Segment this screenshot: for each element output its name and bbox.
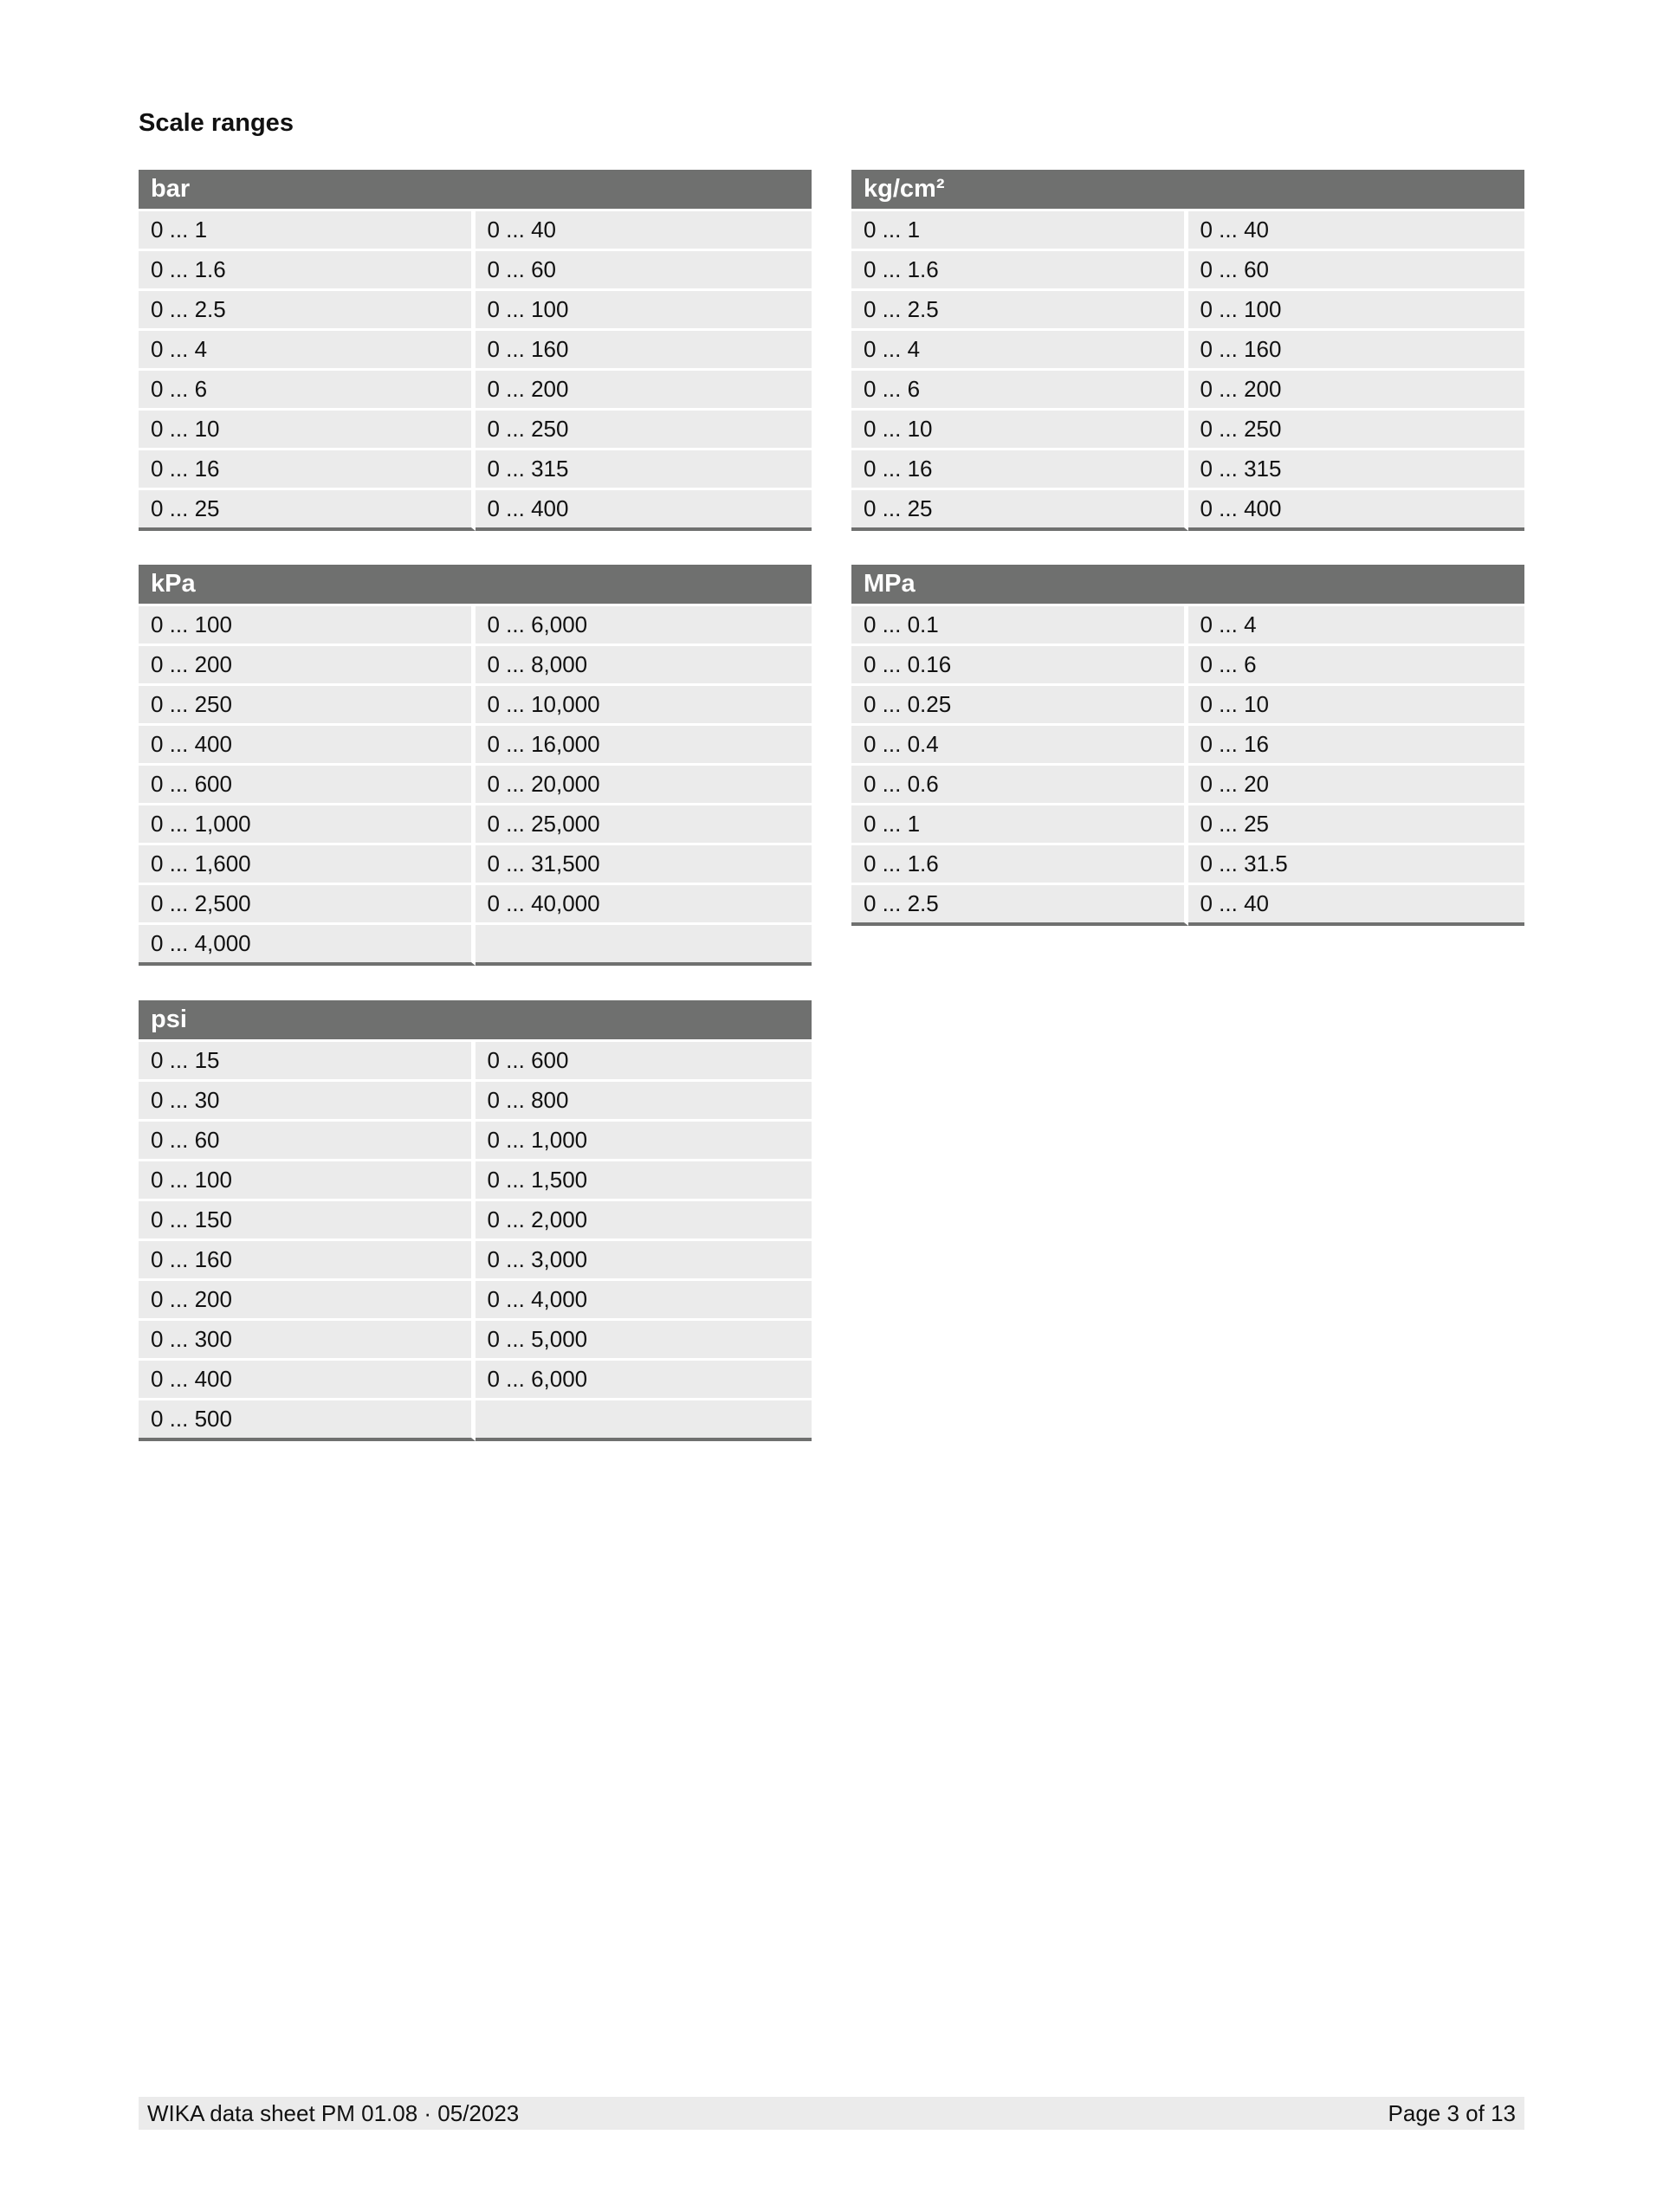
table-row	[139, 644, 812, 683]
table-header-unit: kg/cm²	[851, 170, 1524, 209]
table-cell: 0 ... 40	[1188, 883, 1525, 926]
table-row	[139, 1159, 812, 1199]
table-cell: 0 ... 4,000	[476, 1278, 812, 1318]
table-row	[851, 368, 1524, 408]
page-footer	[139, 2097, 1524, 2130]
table-cell: 0 ... 8,000	[476, 644, 812, 683]
table-cell: 0 ... 16	[1188, 723, 1525, 763]
table-cell: 0 ... 4	[851, 328, 1188, 368]
table-cell: 0 ... 100	[1188, 288, 1525, 328]
table-cell: 0 ... 400	[139, 1358, 476, 1398]
section-title: Scale ranges	[139, 109, 294, 137]
table-row	[139, 368, 812, 408]
table-cell: 0 ... 31,500	[476, 843, 812, 883]
table-cell: 0 ... 1,000	[476, 1119, 812, 1159]
scale-table-bar	[139, 170, 812, 531]
table-cell: 0 ... 250	[476, 408, 812, 448]
table-cell: 0 ... 0.25	[851, 683, 1188, 723]
table-cell: 0 ... 1.6	[139, 249, 476, 288]
table-cell: 0 ... 16,000	[476, 723, 812, 763]
table-row	[139, 249, 812, 288]
table-cell: 0 ... 250	[1188, 408, 1525, 448]
table-cell: 0 ... 200	[139, 644, 476, 683]
table-cell: 0 ... 160	[139, 1239, 476, 1278]
table-cell: 0 ... 1	[139, 209, 476, 249]
table-cell: 0 ... 1,500	[476, 1159, 812, 1199]
table-row	[139, 763, 812, 803]
table-cell: 0 ... 200	[139, 1278, 476, 1318]
table-cell: 0 ... 1,000	[139, 803, 476, 843]
table-cell: 0 ... 200	[1188, 368, 1525, 408]
table-cell: 0 ... 30	[139, 1079, 476, 1119]
table-cell: 0 ... 400	[476, 488, 812, 531]
table-row	[139, 209, 812, 249]
table-cell: 0 ... 10	[851, 408, 1188, 448]
table-cell: 0 ... 3,000	[476, 1239, 812, 1278]
table-cell: 0 ... 1,600	[139, 843, 476, 883]
table-cell: 0 ... 160	[476, 328, 812, 368]
table-cell: 0 ... 315	[476, 448, 812, 488]
table-cell: 0 ... 315	[1188, 448, 1525, 488]
table-cell: 0 ... 150	[139, 1199, 476, 1239]
table-cell: 0 ... 600	[139, 763, 476, 803]
table-row	[139, 1039, 812, 1079]
table-cell: 0 ... 250	[139, 683, 476, 723]
table-row	[139, 1318, 812, 1358]
table-row	[139, 922, 812, 966]
table-cell	[476, 922, 812, 966]
table-cell: 0 ... 1.6	[851, 249, 1188, 288]
table-cell: 0 ... 4	[139, 328, 476, 368]
table-header-unit: psi	[139, 1000, 812, 1039]
table-cell: 0 ... 25	[1188, 803, 1525, 843]
table-cell: 0 ... 500	[139, 1398, 476, 1441]
table-cell: 0 ... 31.5	[1188, 843, 1525, 883]
table-row	[139, 488, 812, 531]
table-cell: 0 ... 4,000	[139, 922, 476, 966]
table-row	[139, 1239, 812, 1278]
table-row	[851, 209, 1524, 249]
table-cell: 0 ... 300	[139, 1318, 476, 1358]
table-cell: 0 ... 15	[139, 1039, 476, 1079]
scale-table-kgcm2	[851, 170, 1524, 531]
table-row	[851, 448, 1524, 488]
table-row	[851, 843, 1524, 883]
scale-table-kpa	[139, 565, 812, 966]
table-cell: 0 ... 100	[139, 604, 476, 644]
table-cell: 0 ... 10	[139, 408, 476, 448]
table-row	[851, 683, 1524, 723]
table-cell: 0 ... 1	[851, 803, 1188, 843]
table-row	[139, 1199, 812, 1239]
table-cell: 0 ... 25	[851, 488, 1188, 531]
table-cell: 0 ... 2.5	[851, 883, 1188, 926]
table-header-unit: bar	[139, 170, 812, 209]
table-row	[851, 249, 1524, 288]
table-cell: 0 ... 60	[1188, 249, 1525, 288]
table-cell: 0 ... 40,000	[476, 883, 812, 922]
table-row	[851, 803, 1524, 843]
table-cell: 0 ... 6	[139, 368, 476, 408]
table-cell	[476, 1398, 812, 1441]
table-cell: 0 ... 1.6	[851, 843, 1188, 883]
table-cell: 0 ... 20,000	[476, 763, 812, 803]
table-row	[139, 328, 812, 368]
table-row	[139, 843, 812, 883]
footer-page-number: Page 3 of 13	[1388, 2099, 1516, 2126]
table-row	[139, 1119, 812, 1159]
table-row	[139, 604, 812, 644]
table-cell: 0 ... 16	[851, 448, 1188, 488]
table-row	[851, 883, 1524, 926]
table-row	[139, 883, 812, 922]
table-cell: 0 ... 0.4	[851, 723, 1188, 763]
table-row	[139, 408, 812, 448]
table-row	[851, 328, 1524, 368]
table-row	[851, 288, 1524, 328]
table-cell: 0 ... 0.6	[851, 763, 1188, 803]
table-cell: 0 ... 60	[139, 1119, 476, 1159]
table-cell: 0 ... 20	[1188, 763, 1525, 803]
table-cell: 0 ... 25	[139, 488, 476, 531]
table-cell: 0 ... 400	[1188, 488, 1525, 531]
table-cell: 0 ... 2.5	[851, 288, 1188, 328]
table-cell: 0 ... 0.1	[851, 604, 1188, 644]
table-cell: 0 ... 100	[476, 288, 812, 328]
table-cell: 0 ... 60	[476, 249, 812, 288]
table-cell: 0 ... 16	[139, 448, 476, 488]
table-row	[139, 448, 812, 488]
table-row	[139, 803, 812, 843]
table-cell: 0 ... 10	[1188, 683, 1525, 723]
table-cell: 0 ... 2,500	[139, 883, 476, 922]
table-cell: 0 ... 400	[139, 723, 476, 763]
table-cell: 0 ... 200	[476, 368, 812, 408]
table-row	[139, 1278, 812, 1318]
table-cell: 0 ... 10,000	[476, 683, 812, 723]
table-cell: 0 ... 1	[851, 209, 1188, 249]
table-row	[851, 408, 1524, 448]
table-row	[851, 604, 1524, 644]
table-row	[139, 288, 812, 328]
table-header-unit: MPa	[851, 565, 1524, 604]
table-cell: 0 ... 2,000	[476, 1199, 812, 1239]
table-cell: 0 ... 6	[851, 368, 1188, 408]
table-row	[139, 1358, 812, 1398]
table-cell: 0 ... 25,000	[476, 803, 812, 843]
table-cell: 0 ... 40	[1188, 209, 1525, 249]
table-cell: 0 ... 6,000	[476, 604, 812, 644]
table-cell: 0 ... 5,000	[476, 1318, 812, 1358]
table-cell: 0 ... 600	[476, 1039, 812, 1079]
table-row	[851, 723, 1524, 763]
table-cell: 0 ... 0.16	[851, 644, 1188, 683]
scale-table-psi	[139, 1000, 812, 1441]
table-row	[851, 644, 1524, 683]
table-row	[851, 488, 1524, 531]
table-header-unit: kPa	[139, 565, 812, 604]
footer-document-id: WIKA data sheet PM 01.08 · 05/2023	[147, 2099, 520, 2126]
table-cell: 0 ... 6,000	[476, 1358, 812, 1398]
table-cell: 0 ... 2.5	[139, 288, 476, 328]
table-cell: 0 ... 4	[1188, 604, 1525, 644]
table-row	[139, 1079, 812, 1119]
table-cell: 0 ... 800	[476, 1079, 812, 1119]
table-row	[851, 763, 1524, 803]
table-cell: 0 ... 100	[139, 1159, 476, 1199]
table-row	[139, 683, 812, 723]
table-cell: 0 ... 160	[1188, 328, 1525, 368]
table-row	[139, 1398, 812, 1441]
table-row	[139, 723, 812, 763]
table-cell: 0 ... 40	[476, 209, 812, 249]
table-cell: 0 ... 6	[1188, 644, 1525, 683]
scale-table-mpa	[851, 565, 1524, 926]
